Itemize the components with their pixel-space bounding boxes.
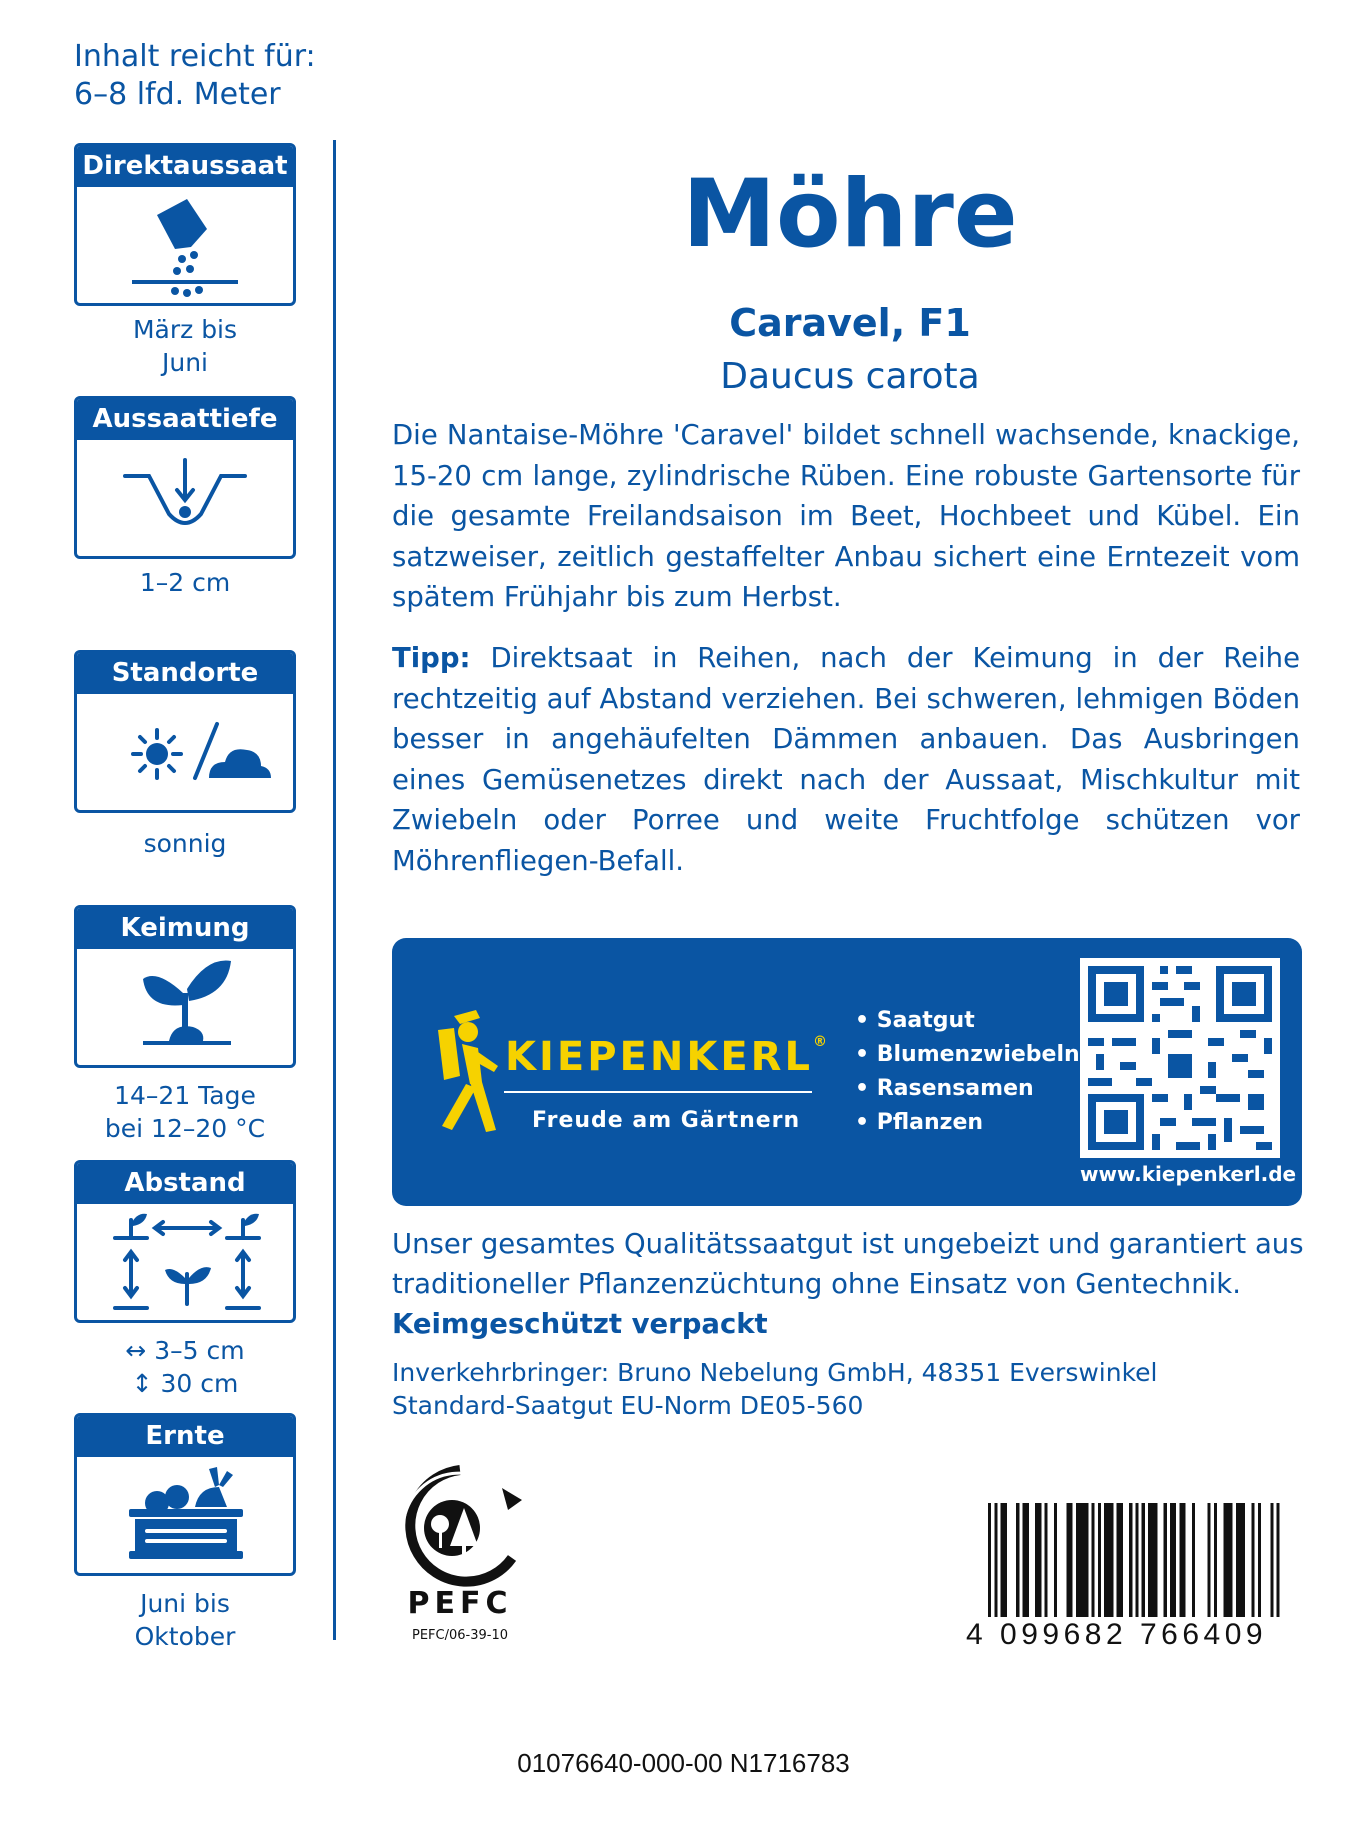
icon-box-harvest (74, 1413, 296, 1576)
list-item: • Saatgut (855, 1004, 1080, 1038)
list-item: • Rasensamen (855, 1072, 1080, 1106)
seedling-icon (77, 949, 293, 1065)
icon-title: Keimung (77, 908, 293, 949)
column-divider (333, 140, 336, 1640)
list-item: • Blumenzwiebeln (855, 1038, 1080, 1072)
icon-title: Aussaattiefe (77, 399, 293, 440)
depth-icon (77, 440, 293, 556)
harvest-crate-icon (77, 1457, 293, 1573)
icon-caption: sonnig (143, 829, 227, 858)
icon-caption: Juni bis Oktober (134, 1589, 236, 1651)
icon-title: Ernte (77, 1416, 293, 1457)
product-variety: Caravel, F1 (729, 301, 971, 345)
icon-title: Standorte (77, 653, 293, 694)
article-number: 01076640-000-00 N1716783 (517, 1748, 850, 1778)
brand-slogan: Freude am Gärtnern (532, 1108, 801, 1133)
protection-note: Keimgeschützt verpackt (392, 1308, 768, 1340)
product-title: Möhre (682, 160, 1018, 269)
icon-caption: ↔ 3–5 cm ↕ 30 cm (125, 1336, 245, 1398)
spacing-icon (77, 1204, 293, 1320)
brand-name: KIEPENKERL® (505, 1034, 827, 1080)
list-item: • Pflanzen (855, 1106, 1080, 1140)
sowing-icon (77, 187, 293, 303)
quality-statement: Unser gesamtes Qualitätssaatgut ist ungebeizt und garantiert aus traditioneller Pflanzenzüchtung ohne Einsatz von Gentechnik. (392, 1228, 1304, 1300)
tip-label: Tipp: (392, 642, 471, 674)
brand-url[interactable]: www.kiepenkerl.de (1080, 1162, 1297, 1186)
icon-box-germination (74, 905, 296, 1068)
icon-caption: März bis Juni (132, 315, 238, 377)
brand-product-list (855, 1004, 1080, 1140)
pefc-label: PEFC (407, 1586, 513, 1621)
hiker-logo-icon (426, 1006, 506, 1136)
icon-caption: 14–21 Tage bei 12–20 °C (104, 1081, 266, 1143)
yield-info (74, 38, 316, 114)
distributor-info: Inverkehrbringer: Bruno Nebelung GmbH, 48351 Everswinkel Standard-Saatgut EU-Norm DE05-560 (392, 1358, 1158, 1420)
yield-label: Inhalt reicht für: (74, 39, 316, 74)
barcode-digits: 4 099682 766409 (966, 1618, 1268, 1651)
growing-tip (392, 638, 1300, 881)
qr-code-icon[interactable] (1080, 958, 1280, 1158)
product-description: Die Nantaise-Möhre 'Caravel' bildet schnell wachsende, knackige, 15-20 cm lange, zylindrische Rüben. Eine robuste Gartensorte für die gesamte Freilandsaison im Beet, Hochbeet und Kübel. Ein satzweiser, zeitlich gestaffelter Anbau sichert eine Erntezeit vom spätem Frühjahr bis zum Herbst. (392, 419, 1300, 613)
brand-panel (392, 938, 1302, 1206)
sun-cloud-icon (77, 694, 293, 810)
icon-box-location (74, 650, 296, 813)
icon-caption: 1–2 cm (139, 568, 231, 597)
icon-box-direct-sowing (74, 143, 296, 306)
brand-underline (504, 1091, 812, 1093)
barcode-icon (988, 1503, 1286, 1617)
icon-box-sowing-depth (74, 396, 296, 559)
tip-text: Direktsaat in Reihen, nach der Keimung in der Reihe rechtzeitig auf Abstand verziehen. Bei schweren, lehmigen Böden besser in angehäufelten Dämmen anbauen. Das Ausbringen eines Gemüsenetzes direkt nach der Aussaat, Mischkultur mit Zwiebeln oder Porree und weite Fruchtfolge schützen vor Möhrenfliegen-Befall. (392, 642, 1300, 877)
icon-title: Direktaussaat (77, 146, 293, 187)
icon-box-spacing (74, 1160, 296, 1323)
product-latin-name: Daucus carota (720, 356, 980, 397)
icon-title: Abstand (77, 1163, 293, 1204)
yield-value: 6–8 lfd. Meter (74, 77, 281, 112)
pefc-code: PEFC/06-39-10 (412, 1628, 508, 1643)
